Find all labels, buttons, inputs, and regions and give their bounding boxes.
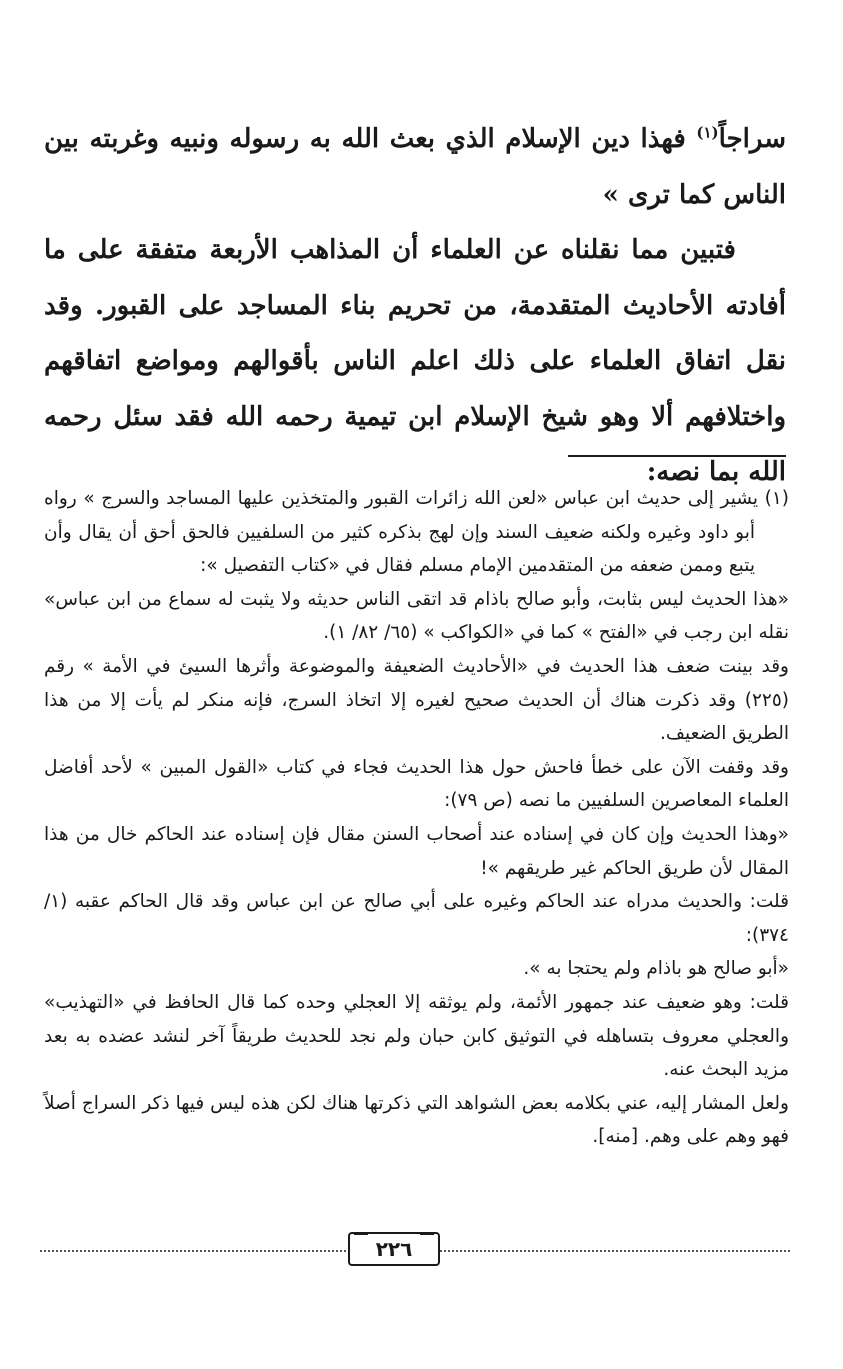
footnote-separator — [568, 455, 786, 457]
footnote-quote-muslim: «هذا الحديث ليس بثابت، وأبو صالح باذام قد اتقى الناس حديثه ولا يثبت له سماع من ابن عباس» نقله ابن رجب في «الفتح » كما في «الكواكب » (٦٥/ ٨٢/ ١). — [44, 588, 789, 644]
page-number-frame — [348, 1232, 440, 1266]
page-number: ٢٢٦ — [375, 1237, 413, 1261]
footnote-weakness-note: وقد بينت ضعف هذا الحديث في «الأحاديث الضعيفة والموضوعة وأثرها السيئ في الأمة » رقم (٢٢٥) وقد ذكرت هناك أن الحديث صحيح لغيره إلا اتخاذ السرج، فإنه منكر لم يأت إلا من هذا الطريق الضعيف. — [44, 655, 789, 745]
footnote-quote-hakim: «أبو صالح هو باذام ولم يحتجا به ». — [523, 958, 789, 980]
main-body-text — [44, 112, 786, 501]
paragraph-1 — [44, 112, 786, 223]
footnotes-section — [44, 482, 789, 1154]
footnote-closing-note: ولعل المشار إليه، عني بكلامه بعض الشواهد التي ذكرتها هناك لكن هذه ليس فيها ذكر السراج أصلاً فهو وهم على وهم. [منه]. — [44, 1092, 789, 1148]
footnote-hakim-note: قلت: والحديث مدراه عند الحاكم وغيره على أبي صالح عن ابن عباس وقد قال الحاكم عقبه (١/ ٣٧٤): — [44, 891, 789, 946]
paragraph-1-lead: سراجاً — [718, 124, 786, 154]
paragraph-1-text: فهذا دين الإسلام الذي بعث الله به رسوله ونبيه وغربته بين الناس كما ترى » — [44, 124, 786, 210]
footnote-marker: (١) — [696, 123, 719, 142]
footnote-1: (١) يشير إلى حديث ابن عباس «لعن الله زائرات القبور والمتخذين عليها المساجد والسرج » رواه أبو داود وغيره ولكنه ضعيف السند وإن لهج بذكره كثير من السلفيين فالحق أحق أن يقال وأن يتبع وممن ضعفه من المتقدمين الإمام مسلم فقال في «كتاب التفصيل »: — [44, 488, 789, 577]
footnote-ijli-note: قلت: وهو ضعيف عند جمهور الأئمة، ولم يوثقه إلا العجلي وحده كما قال الحافظ في «التهذيب» والعجلي معروف بتساهله في التوثيق كابن حبان ولم نجد للحديث طريقاً آخر لنشد عضده به بعد مزيد البحث عنه. — [44, 991, 789, 1081]
footnote-quote-qawl: «وهذا الحديث وإن كان في إسناده عند أصحاب السنن مقال فإن إسناده عند الحاكم خال من هذا المقال لأن طريق الحاكم غير طريقهم »! — [44, 823, 789, 879]
footnote-error-note: وقد وقفت الآن على خطأ فاحش حول هذا الحديث فجاء في كتاب «القول المبين » لأحد أفاضل العلماء المعاصرين السلفيين ما نصه (ص ٧٩): — [44, 756, 789, 812]
paragraph-2: فتبين مما نقلناه عن العلماء أن المذاهب الأربعة متفقة على ما أفادته الأحاديث المتقدمة، من تحريم بناء المساجد على القبور. وقد نقل اتفاق العلماء على ذلك اعلم الناس بأقوالهم ومواضع اتفاقهم واختلافهم ألا وهو شيخ الإسلام ابن تيمية رحمه الله فقد سئل رحمه الله بما نصه: — [44, 235, 786, 487]
